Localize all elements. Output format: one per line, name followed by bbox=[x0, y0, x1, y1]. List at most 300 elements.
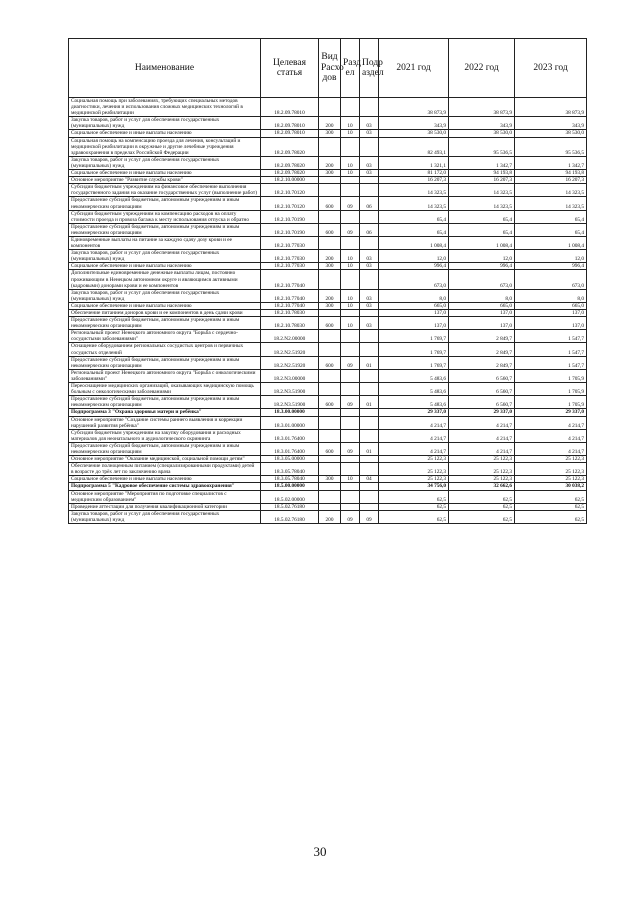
cell-podr: 03 bbox=[360, 117, 379, 130]
cell-name: Закупка товаров, работ и услуг для обеспечения государственных (муниципальных) нужд bbox=[69, 156, 261, 169]
cell-2023: 1 342,7 bbox=[515, 156, 587, 169]
cell-podr: 03 bbox=[360, 130, 379, 137]
cell-2023: 1 705,9 bbox=[515, 383, 587, 396]
header-2021: 2021 год bbox=[379, 39, 449, 98]
table-row bbox=[69, 236, 587, 249]
cell-name: Подпрограмма 5 "Кадровое обеспечение системы здравоохранения" bbox=[69, 483, 261, 490]
cell-2021: 1 321,1 bbox=[379, 156, 449, 169]
cell-2022: 25 122,3 bbox=[449, 463, 515, 476]
cell-code: 18.2.N3.51900 bbox=[261, 383, 319, 396]
cell-2022: 343,9 bbox=[449, 117, 515, 130]
cell-razd bbox=[341, 483, 360, 490]
cell-vid: 300 bbox=[319, 476, 341, 483]
table-row bbox=[69, 197, 587, 210]
cell-vid bbox=[319, 98, 341, 117]
table-row bbox=[69, 456, 587, 463]
cell-2023: 1 547,7 bbox=[515, 330, 587, 343]
cell-code: 18.2.10.77030 bbox=[261, 236, 319, 249]
table-row bbox=[69, 409, 587, 416]
cell-name: Основное мероприятие "Оказание медицинской, социальной помощи детям" bbox=[69, 456, 261, 463]
cell-2021: 38 873,9 bbox=[379, 98, 449, 117]
cell-podr: 03 bbox=[360, 289, 379, 302]
cell-podr bbox=[360, 270, 379, 289]
cell-vid: 300 bbox=[319, 302, 341, 309]
cell-2022: 25 122,3 bbox=[449, 476, 515, 483]
cell-vid: 600 bbox=[319, 317, 341, 330]
table-row bbox=[69, 369, 587, 382]
cell-2023: 65,4 bbox=[515, 210, 587, 223]
cell-code: 18.3.05.00000 bbox=[261, 456, 319, 463]
cell-podr bbox=[360, 343, 379, 356]
cell-2023: 1 705,9 bbox=[515, 369, 587, 382]
cell-2023: 30 038,2 bbox=[515, 483, 587, 490]
table-row bbox=[69, 170, 587, 177]
cell-2023: 343,9 bbox=[515, 117, 587, 130]
budget-table bbox=[68, 38, 587, 524]
cell-vid: 200 bbox=[319, 250, 341, 263]
cell-2023: 4 214,7 bbox=[515, 442, 587, 455]
cell-razd bbox=[341, 409, 360, 416]
cell-2021: 14 323,5 bbox=[379, 184, 449, 197]
cell-vid: 600 bbox=[319, 396, 341, 409]
cell-name: Социальное обеспечение и иные выплаты населению bbox=[69, 170, 261, 177]
cell-razd: 10 bbox=[341, 263, 360, 270]
cell-razd: 09 bbox=[341, 442, 360, 455]
cell-podr: 03 bbox=[360, 302, 379, 309]
cell-razd bbox=[341, 456, 360, 463]
cell-razd: 09 bbox=[341, 223, 360, 236]
cell-2022: 4 214,7 bbox=[449, 429, 515, 442]
cell-vid bbox=[319, 463, 341, 476]
cell-name: Закупка товаров, работ и услуг для обеспечения государственных (муниципальных) нужд bbox=[69, 117, 261, 130]
cell-podr: 06 bbox=[360, 197, 379, 210]
cell-code: 18.2.N2.51920 bbox=[261, 343, 319, 356]
cell-name: Социальное обеспечение и иные выплаты населению bbox=[69, 130, 261, 137]
cell-podr: 01 bbox=[360, 396, 379, 409]
cell-code: 18.5.02.76180 bbox=[261, 503, 319, 510]
cell-2022: 38 530,0 bbox=[449, 130, 515, 137]
cell-vid: 200 bbox=[319, 289, 341, 302]
cell-2021: 14 323,5 bbox=[379, 197, 449, 210]
cell-razd bbox=[341, 429, 360, 442]
cell-2021: 38 530,0 bbox=[379, 130, 449, 137]
cell-2021: 5 483,6 bbox=[379, 369, 449, 382]
cell-vid bbox=[319, 383, 341, 396]
cell-2023: 4 214,7 bbox=[515, 416, 587, 429]
cell-name: Дополнительные единовременные денежные выплаты лицам, постоянно проживающим в Ненецком автономном округе и являющимся активными (кадровыми) донорами крови и ее компонентов bbox=[69, 270, 261, 289]
cell-name: Основное мероприятие "Развитие службы крови" bbox=[69, 177, 261, 184]
cell-2022: 38 873,9 bbox=[449, 98, 515, 117]
cell-razd bbox=[341, 270, 360, 289]
cell-2022: 65,4 bbox=[449, 210, 515, 223]
cell-2021: 4 214,7 bbox=[379, 442, 449, 455]
cell-2023: 62,5 bbox=[515, 510, 587, 523]
cell-podr bbox=[360, 429, 379, 442]
cell-name: Закупка товаров, работ и услуг для обеспечения государственных (муниципальных) нужд bbox=[69, 289, 261, 302]
cell-vid bbox=[319, 137, 341, 156]
table-row bbox=[69, 270, 587, 289]
cell-razd: 09 bbox=[341, 396, 360, 409]
cell-2022: 62,5 bbox=[449, 490, 515, 503]
cell-2021: 5 483,6 bbox=[379, 383, 449, 396]
cell-podr bbox=[360, 137, 379, 156]
cell-code: 18.2.N3.51900 bbox=[261, 396, 319, 409]
cell-2023: 673,0 bbox=[515, 270, 587, 289]
cell-code: 18.2.10.78030 bbox=[261, 310, 319, 317]
cell-2021: 62,5 bbox=[379, 510, 449, 523]
cell-podr bbox=[360, 463, 379, 476]
cell-2021: 1 769,7 bbox=[379, 330, 449, 343]
cell-vid: 600 bbox=[319, 223, 341, 236]
cell-code: 18.2.09.78010 bbox=[261, 98, 319, 117]
cell-2021: 12,0 bbox=[379, 250, 449, 263]
cell-name: Региональный проект Ненецкого автономного округа "Борьба с онкологическими заболеваниями" bbox=[69, 369, 261, 382]
cell-2023: 94 193,8 bbox=[515, 170, 587, 177]
table-row bbox=[69, 383, 587, 396]
cell-2023: 29 337,0 bbox=[515, 409, 587, 416]
cell-razd bbox=[341, 210, 360, 223]
cell-2022: 29 337,0 bbox=[449, 409, 515, 416]
cell-2022: 4 214,7 bbox=[449, 416, 515, 429]
cell-name: Социальная помощь на компенсацию проезда для лечения, консультаций и медицинской реабилитации в окружные и другие лечебные учреждения здравоохранения в пределах Российской Федерации bbox=[69, 137, 261, 156]
header-vid: Вид Расхо дов bbox=[319, 39, 341, 98]
cell-2023: 137,0 bbox=[515, 310, 587, 317]
cell-name: Переоснащение медицинских организаций, оказывающих медицинскую помощь больным с онкологическими заболеваниями bbox=[69, 383, 261, 396]
cell-vid bbox=[319, 270, 341, 289]
cell-razd bbox=[341, 343, 360, 356]
cell-vid: 300 bbox=[319, 130, 341, 137]
cell-2023: 16 207,3 bbox=[515, 177, 587, 184]
cell-razd bbox=[341, 236, 360, 249]
cell-code: 18.2.N3.00000 bbox=[261, 369, 319, 382]
cell-razd: 09 bbox=[341, 197, 360, 210]
cell-2021: 25 122,3 bbox=[379, 456, 449, 463]
cell-2023: 95 536,5 bbox=[515, 137, 587, 156]
cell-code: 18.2.09.78010 bbox=[261, 130, 319, 137]
cell-code: 18.5.00.00000 bbox=[261, 483, 319, 490]
cell-code: 18.2.10.70190 bbox=[261, 210, 319, 223]
table-row bbox=[69, 137, 587, 156]
cell-2023: 665,0 bbox=[515, 302, 587, 309]
cell-podr bbox=[360, 236, 379, 249]
cell-podr bbox=[360, 456, 379, 463]
cell-2022: 8,0 bbox=[449, 289, 515, 302]
cell-code: 18.2.10.77040 bbox=[261, 302, 319, 309]
cell-razd: 10 bbox=[341, 476, 360, 483]
cell-razd bbox=[341, 98, 360, 117]
table-body bbox=[69, 98, 587, 524]
cell-2023: 65,4 bbox=[515, 223, 587, 236]
cell-razd: 10 bbox=[341, 130, 360, 137]
cell-code: 18.5.02.00000 bbox=[261, 490, 319, 503]
table-row bbox=[69, 317, 587, 330]
header-2022: 2022 год bbox=[449, 39, 515, 98]
cell-2023: 62,5 bbox=[515, 490, 587, 503]
table-row bbox=[69, 210, 587, 223]
cell-code: 18.2.10.70120 bbox=[261, 184, 319, 197]
cell-2021: 1 769,7 bbox=[379, 343, 449, 356]
cell-code: 18.3.01.00000 bbox=[261, 416, 319, 429]
cell-2021: 4 214,7 bbox=[379, 429, 449, 442]
cell-code: 18.3.01.76400 bbox=[261, 429, 319, 442]
cell-razd: 10 bbox=[341, 302, 360, 309]
cell-vid bbox=[319, 503, 341, 510]
cell-razd bbox=[341, 137, 360, 156]
header-razd: Разд ел bbox=[341, 39, 360, 98]
cell-vid bbox=[319, 210, 341, 223]
cell-2023: 38 873,9 bbox=[515, 98, 587, 117]
cell-name: Социальное обеспечение и иные выплаты населению bbox=[69, 263, 261, 270]
cell-code: 18.2.10.70120 bbox=[261, 197, 319, 210]
cell-razd bbox=[341, 463, 360, 476]
cell-podr: 09 bbox=[360, 510, 379, 523]
cell-2022: 665,0 bbox=[449, 302, 515, 309]
cell-2021: 25 122,3 bbox=[379, 476, 449, 483]
cell-code: 18.3.00.00000 bbox=[261, 409, 319, 416]
cell-2022: 6 560,7 bbox=[449, 369, 515, 382]
cell-podr: 01 bbox=[360, 356, 379, 369]
cell-2021: 65,4 bbox=[379, 223, 449, 236]
cell-razd: 10 bbox=[341, 317, 360, 330]
cell-razd bbox=[341, 330, 360, 343]
cell-name: Региональный проект Ненецкого автономного округа "Борьба с сердечно-сосудистыми заболеваниями" bbox=[69, 330, 261, 343]
cell-2021: 8,0 bbox=[379, 289, 449, 302]
cell-2021: 4 214,7 bbox=[379, 416, 449, 429]
cell-2022: 4 214,7 bbox=[449, 442, 515, 455]
cell-name: Проведение аттестации для получения квалификационной категории bbox=[69, 503, 261, 510]
cell-name: Предоставление субсидий бюджетным, автономным учреждениям и иным некоммерческим организациям bbox=[69, 197, 261, 210]
cell-2021: 62,5 bbox=[379, 490, 449, 503]
cell-razd: 10 bbox=[341, 117, 360, 130]
cell-2022: 25 122,3 bbox=[449, 456, 515, 463]
cell-vid bbox=[319, 343, 341, 356]
header-podr: Подр аздел bbox=[360, 39, 379, 98]
cell-podr bbox=[360, 490, 379, 503]
cell-name: Основное мероприятие "Создание системы раннего выявления и коррекции нарушений развития ребёнка" bbox=[69, 416, 261, 429]
cell-name: Предоставление субсидий бюджетным, автономным учреждениям и иным некоммерческим организациям bbox=[69, 396, 261, 409]
cell-vid bbox=[319, 483, 341, 490]
cell-podr bbox=[360, 416, 379, 429]
cell-podr bbox=[360, 310, 379, 317]
cell-vid bbox=[319, 490, 341, 503]
cell-2023: 25 122,3 bbox=[515, 463, 587, 476]
cell-podr bbox=[360, 369, 379, 382]
cell-2022: 2 849,7 bbox=[449, 343, 515, 356]
cell-podr bbox=[360, 483, 379, 490]
cell-2021: 137,0 bbox=[379, 310, 449, 317]
cell-2023: 137,0 bbox=[515, 317, 587, 330]
cell-name: Субсидии бюджетным учреждениям на компенсацию расходов на оплату стоимости проезда и провоза багажа к месту использования отпуска и обратно bbox=[69, 210, 261, 223]
cell-code: 18.2.10.77030 bbox=[261, 250, 319, 263]
cell-2022: 62,5 bbox=[449, 503, 515, 510]
cell-2023: 14 323,5 bbox=[515, 197, 587, 210]
cell-2023: 1 008,4 bbox=[515, 236, 587, 249]
cell-name: Предоставление субсидий бюджетным, автономным учреждениям и иным некоммерческим организациям bbox=[69, 317, 261, 330]
cell-podr: 03 bbox=[360, 263, 379, 270]
cell-2023: 38 530,0 bbox=[515, 130, 587, 137]
table-row bbox=[69, 503, 587, 510]
cell-code: 18.3.05.78040 bbox=[261, 476, 319, 483]
cell-2021: 16 207,3 bbox=[379, 177, 449, 184]
cell-2023: 25 122,3 bbox=[515, 456, 587, 463]
cell-razd: 10 bbox=[341, 250, 360, 263]
cell-2021: 673,0 bbox=[379, 270, 449, 289]
cell-code: 18.2.10.00000 bbox=[261, 177, 319, 184]
cell-code: 18.2.09.78020 bbox=[261, 156, 319, 169]
cell-vid: 600 bbox=[319, 197, 341, 210]
cell-vid bbox=[319, 416, 341, 429]
cell-name: Предоставление субсидий бюджетным, автономным учреждениям и иным некоммерческим организациям bbox=[69, 223, 261, 236]
cell-razd bbox=[341, 503, 360, 510]
cell-podr bbox=[360, 98, 379, 117]
table-row bbox=[69, 343, 587, 356]
cell-2023: 1 705,9 bbox=[515, 396, 587, 409]
cell-code: 18.3.01.76400 bbox=[261, 442, 319, 455]
cell-code: 18.2.09.78020 bbox=[261, 137, 319, 156]
table-row bbox=[69, 184, 587, 197]
cell-podr: 03 bbox=[360, 170, 379, 177]
cell-2022: 137,0 bbox=[449, 310, 515, 317]
cell-2022: 1 342,7 bbox=[449, 156, 515, 169]
table-row bbox=[69, 302, 587, 309]
cell-2023: 4 214,7 bbox=[515, 429, 587, 442]
cell-2023: 8,0 bbox=[515, 289, 587, 302]
cell-2022: 1 008,4 bbox=[449, 236, 515, 249]
cell-code: 18.2.10.77030 bbox=[261, 263, 319, 270]
cell-vid bbox=[319, 409, 341, 416]
cell-podr bbox=[360, 383, 379, 396]
cell-name: Закупка товаров, работ и услуг для обеспечения государственных (муниципальных) нужд bbox=[69, 510, 261, 523]
budget-table-container bbox=[68, 38, 586, 524]
cell-podr bbox=[360, 330, 379, 343]
cell-name: Обеспечение питанием доноров крови и ее компонентов в день сдачи крови bbox=[69, 310, 261, 317]
cell-vid: 600 bbox=[319, 442, 341, 455]
cell-code: 18.2.10.77040 bbox=[261, 289, 319, 302]
cell-2022: 32 662,6 bbox=[449, 483, 515, 490]
cell-vid bbox=[319, 177, 341, 184]
cell-2023: 14 323,5 bbox=[515, 184, 587, 197]
table-row bbox=[69, 463, 587, 476]
cell-code: 18.3.05.78040 bbox=[261, 463, 319, 476]
cell-vid bbox=[319, 184, 341, 197]
table-row bbox=[69, 98, 587, 117]
cell-2021: 65,4 bbox=[379, 210, 449, 223]
cell-vid bbox=[319, 310, 341, 317]
cell-2023: 996,4 bbox=[515, 263, 587, 270]
cell-name: Единовременные выплаты на питание за каждую сдачу дозу крови и ее компонентов bbox=[69, 236, 261, 249]
table-row bbox=[69, 130, 587, 137]
cell-code: 18.2.09.78010 bbox=[261, 117, 319, 130]
cell-name: Подпрограмма 3 "Охрана здоровья матери и ребёнка" bbox=[69, 409, 261, 416]
cell-name: Субсидии бюджетным учреждениям на закупку оборудования и расходных материалов для неонатального и аудиологического скрининга bbox=[69, 429, 261, 442]
cell-vid bbox=[319, 429, 341, 442]
cell-podr: 03 bbox=[360, 317, 379, 330]
cell-2023: 62,5 bbox=[515, 503, 587, 510]
header-2023: 2023 год bbox=[515, 39, 587, 98]
cell-2022: 94 193,8 bbox=[449, 170, 515, 177]
table-header-row bbox=[69, 39, 587, 98]
cell-2022: 14 323,5 bbox=[449, 197, 515, 210]
header-code: Целевая статья bbox=[261, 39, 319, 98]
cell-podr: 03 bbox=[360, 250, 379, 263]
cell-podr bbox=[360, 177, 379, 184]
cell-razd: 09 bbox=[341, 510, 360, 523]
cell-name: Социальное обеспечение и иные выплаты населению bbox=[69, 302, 261, 309]
cell-2022: 2 849,7 bbox=[449, 330, 515, 343]
cell-2021: 996,4 bbox=[379, 263, 449, 270]
cell-2022: 6 560,7 bbox=[449, 383, 515, 396]
cell-2022: 95 536,5 bbox=[449, 137, 515, 156]
cell-2021: 5 483,6 bbox=[379, 396, 449, 409]
cell-podr bbox=[360, 184, 379, 197]
cell-razd bbox=[341, 416, 360, 429]
cell-2022: 14 323,5 bbox=[449, 184, 515, 197]
cell-vid bbox=[319, 456, 341, 463]
cell-razd bbox=[341, 184, 360, 197]
cell-name: Оснащение оборудованием региональных сосудистых центров и первичных сосудистых отделений bbox=[69, 343, 261, 356]
table-row bbox=[69, 416, 587, 429]
cell-2021: 137,0 bbox=[379, 317, 449, 330]
table-row bbox=[69, 396, 587, 409]
cell-code: 18.2.10.70190 bbox=[261, 223, 319, 236]
cell-2023: 25 122,3 bbox=[515, 476, 587, 483]
cell-2022: 2 849,7 bbox=[449, 356, 515, 369]
cell-code: 18.2.09.78020 bbox=[261, 170, 319, 177]
cell-2022: 673,0 bbox=[449, 270, 515, 289]
cell-razd bbox=[341, 310, 360, 317]
table-row bbox=[69, 476, 587, 483]
cell-podr: 03 bbox=[360, 156, 379, 169]
cell-name: Закупка товаров, работ и услуг для обеспечения государственных (муниципальных) нужд bbox=[69, 250, 261, 263]
header-name: Наименование bbox=[69, 39, 261, 98]
cell-vid bbox=[319, 330, 341, 343]
cell-2021: 82 493,1 bbox=[379, 137, 449, 156]
table-row bbox=[69, 490, 587, 503]
cell-podr: 01 bbox=[360, 442, 379, 455]
cell-razd: 09 bbox=[341, 356, 360, 369]
cell-2021: 25 122,3 bbox=[379, 463, 449, 476]
cell-vid: 300 bbox=[319, 263, 341, 270]
table-row bbox=[69, 117, 587, 130]
cell-razd bbox=[341, 369, 360, 382]
cell-vid bbox=[319, 369, 341, 382]
cell-2021: 34 756,0 bbox=[379, 483, 449, 490]
cell-2021: 343,9 bbox=[379, 117, 449, 130]
table-row bbox=[69, 429, 587, 442]
cell-razd: 10 bbox=[341, 156, 360, 169]
table-row bbox=[69, 289, 587, 302]
cell-2023: 1 547,7 bbox=[515, 343, 587, 356]
cell-name: Обеспечение полноценным питанием (специализированными продуктами) детей в возрасте до трёх лет по заключению врача bbox=[69, 463, 261, 476]
cell-2022: 16 207,3 bbox=[449, 177, 515, 184]
cell-code: 18.5.02.76180 bbox=[261, 510, 319, 523]
cell-vid: 300 bbox=[319, 170, 341, 177]
cell-2021: 1 769,7 bbox=[379, 356, 449, 369]
cell-vid bbox=[319, 236, 341, 249]
cell-razd bbox=[341, 383, 360, 396]
table-row bbox=[69, 263, 587, 270]
cell-code: 18.2.10.77040 bbox=[261, 270, 319, 289]
cell-podr bbox=[360, 409, 379, 416]
cell-podr: 04 bbox=[360, 476, 379, 483]
cell-2021: 665,0 bbox=[379, 302, 449, 309]
cell-code: 18.2.N2.00000 bbox=[261, 330, 319, 343]
cell-name: Предоставление субсидий бюджетным, автономным учреждениям и иным некоммерческим организациям bbox=[69, 356, 261, 369]
cell-2023: 12,0 bbox=[515, 250, 587, 263]
cell-2023: 1 547,7 bbox=[515, 356, 587, 369]
cell-vid: 600 bbox=[319, 356, 341, 369]
cell-name: Субсидии бюджетным учреждениям на финансовое обеспечение выполнения государственного задания на оказание государственных услуг (выполнение работ) bbox=[69, 184, 261, 197]
